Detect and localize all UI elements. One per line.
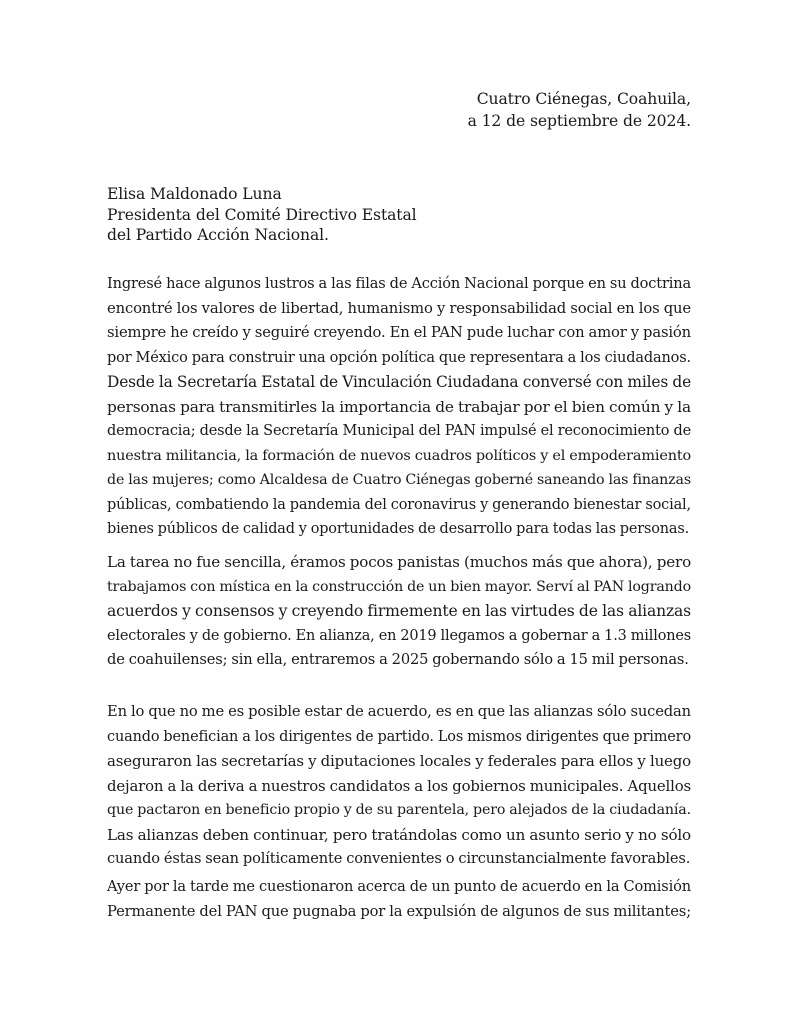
recipient-name: Elisa Maldonado Luna [107,185,282,203]
text-line: por México para construir una opción política que representara a los ciudadanos. [107,349,691,366]
recipient-block [107,184,417,246]
text-line: dejaron a la deriva a nuestros candidatos a los gobiernos municipales. Aquellos [107,776,691,795]
text-line: electorales y de gobierno. En alianza, en 2019 llegamos a gobernar a 1.3 millones [107,627,691,644]
text-line: personas para transmitirles la importancia de trabajar por el bien común y la [107,397,691,416]
text-line: Las alianzas deben continuar, pero tratándolas como un asunto serio y no sólo [107,825,691,844]
paragraph-1 [107,272,691,542]
text-line: siempre he creído y seguiré creyendo. En el PAN pude luchar con amor y pasión [107,324,691,342]
text-line: de coahuilenses; sin ella, entraremos a 2025 gobernando sólo a 15 mil personas. [107,651,689,669]
text-line: democracia; desde la Secretaría Municipal del PAN impulsé el reconocimiento de [107,423,691,440]
text-line: Ayer por la tarde me cuestionaron acerca de un punto de acuerdo en la Comisión [107,878,691,895]
recipient-title: Presidenta del Comité Directivo Estatal [107,205,417,224]
text-line: trabajamos con mística en la construcción de un bien mayor. Serví al PAN logrando [107,578,691,595]
text-line: que pactaron en beneficio propio y de su parentela, pero alejados de la ciudadanía. [107,802,691,819]
recipient-organization: del Partido Acción Nacional. [107,226,329,244]
text-line: aseguraron las secretarías y diputaciones locales y federales para ellos y luego [107,752,691,771]
place-line: Cuatro Ciénegas, Coahuila, [476,90,691,108]
text-line: Ingresé hace algunos lustros a las filas de Acción Nacional porque en su doctrina [107,275,691,292]
text-line: bienes públicos de calidad y oportunidades de desarrollo para todas las personas. [107,521,690,538]
text-line: encontré los valores de libertad, humanismo y responsabilidad social en los que [107,299,691,317]
date-line: a 12 de septiembre de 2024. [467,112,691,130]
text-line: de las mujeres; como Alcaldesa de Cuatro Ciénegas goberné saneando las finanzas [107,472,691,489]
text-line: La tarea no fue sencilla, éramos pocos panistas (muchos más que ahora), pero [107,553,691,571]
text-line: acuerdos y consensos y creyendo firmemente en las virtudes de las alianzas [107,602,691,621]
paragraph-4 [107,875,691,924]
place-and-date [468,88,691,132]
text-line: Permanente del PAN que pugnaba por la expulsión de algunos de sus militantes; [107,902,691,920]
paragraph-3 [107,700,691,872]
text-line: públicas, combatiendo la pandemia del coronavirus y generando bienestar social, [107,496,691,513]
text-line: Desde la Secretaría Estatal de Vinculación Ciudadana conversé con miles de [107,373,692,392]
text-line: En lo que no me es posible estar de acuerdo, es en que las alianzas sólo sucedan [107,703,691,720]
text-line: nuestra militancia, la formación de nuevos cuadros políticos y el empoderamiento [107,447,691,464]
text-line: cuando benefician a los dirigentes de partido. Los mismos dirigentes que primero [107,728,691,745]
text-line: cuando éstas sean políticamente convenientes o circunstancialmente favorables. [107,850,691,868]
paragraph-2 [107,550,691,673]
